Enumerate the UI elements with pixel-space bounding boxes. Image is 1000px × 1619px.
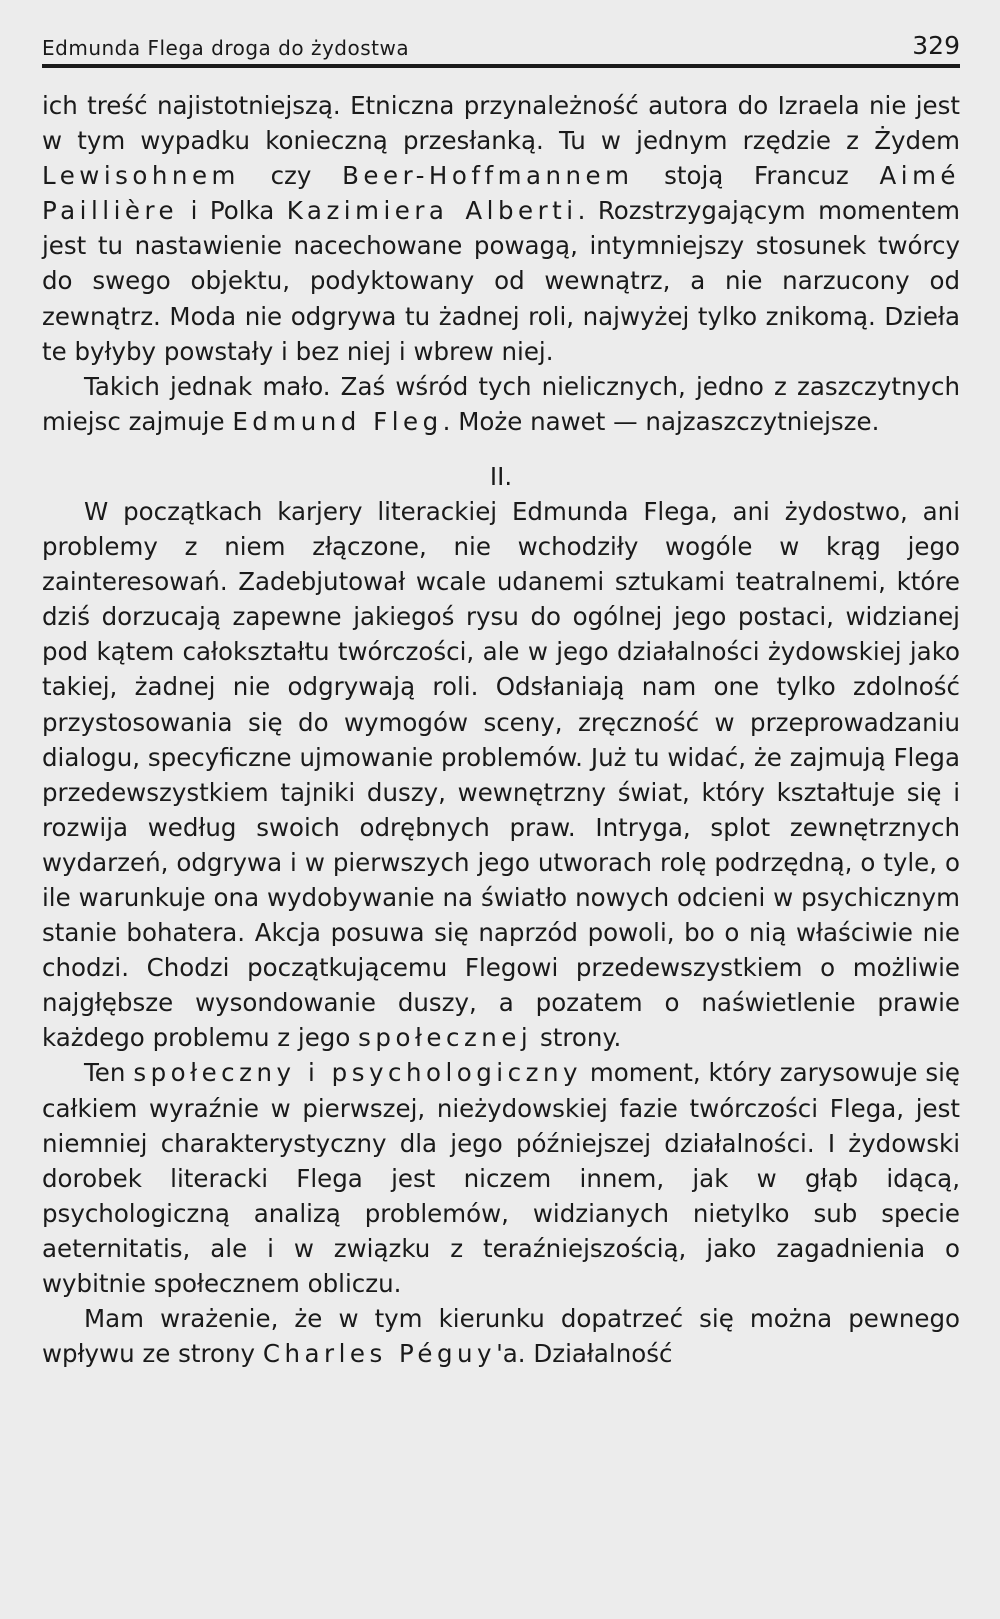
text-run: . Może nawet — najzaszczytniejsze. — [442, 406, 880, 436]
spaced-emphasis: społeczny i psychologiczny — [133, 1058, 582, 1088]
page-header — [42, 28, 960, 60]
spaced-name: Charles Péguy — [262, 1339, 497, 1369]
running-title: Edmunda Flega droga do żydostwa — [42, 36, 410, 60]
spaced-name: Lewisohnem — [42, 161, 240, 191]
text-run: stoją Francuz — [633, 161, 880, 191]
text-run: Mam wrażenie, że w tym kierunku dopatrzeć się można pewnego wpływu ze strony — [42, 1304, 960, 1369]
spaced-name: Aimé Paillière — [42, 161, 961, 226]
text-run: moment, który zarysowuje się całkiem wyraźnie w pierwszej, nieżydowskiej fazie twórczości Flega, jest niemniej charakterystyczny dla jego późniejszej działalności. I żydowski dorobek literacki Flega jest niczem innem, jak w głąb idącą, psychologiczną analizą problemów, widzianych nietylko sub specie aeternitatis, ale i w związku z teraźniejszością, jako zagadnienia o wybitnie społecznem obliczu. — [42, 1058, 960, 1298]
paragraph-1 — [42, 88, 960, 369]
paragraph-3 — [42, 494, 960, 1056]
spaced-emphasis: społecznej — [358, 1023, 533, 1053]
paragraph-5 — [42, 1301, 960, 1371]
text-run: i Polka — [178, 196, 287, 226]
text-run: ich treść najistotniejszą. Etniczna przynależność autora do Izraela nie jest w tym wypadku konieczną przesłanką. Tu w jednym rzędzie z Żydem — [42, 91, 960, 156]
section-heading: II. — [489, 461, 513, 491]
body-text — [42, 88, 960, 1371]
spaced-name: Kazimiera Alberti — [286, 196, 578, 226]
paragraph-2 — [42, 369, 960, 439]
spaced-name: Beer-Hoffmannem — [342, 161, 634, 191]
text-run: Ten — [84, 1058, 134, 1088]
text-run: strony. — [532, 1023, 622, 1053]
text-run: W początkach karjery literackiej Edmunda Flega, ani żydostwo, ani problemy z niem złączone, nie wchodziły wogóle w krąg jego zainteresowań. Zadebjutował wcale udanemi sztukami teatralnemi, które dziś dorzucają zapewne jakiegoś rysu do ogólnej jego postaci, widzianej pod kątem całokształtu twórczości, ale w jego działalności żydowskiej jako takiej, żadnej nie odgrywają roli. Odsłaniają nam one tylko zdolność przystosowania się do wymogów sceny, zręczność w przeprowadzaniu dialogu, specyficzne ujmowanie problemów. Już tu widać, że zajmują Flega przedewszystkiem tajniki duszy, wewnętrzny świat, który kształtuje się i rozwija według swoich odrębnych praw. Intryga, splot zewnętrznych wydarzeń, odgrywa i w pierwszych jego utworach rolę podrzędną, o tyle, o ile warunkuje ona wydobywanie na światło nowych odcieni w psychicznym stanie bohatera. Akcja posuwa się naprzód powoli, bo o nią właściwie nie chodzi. Chodzi początkującemu Flegowi przedewszystkiem o możliwie najgłębsze wysondowanie duszy, a pozatem o naświetlenie prawie każdego problemu z jego — [42, 496, 960, 1053]
page-number: 329 — [912, 31, 960, 60]
header-rule — [42, 64, 960, 68]
text-run: 'a. Działalność — [496, 1339, 673, 1369]
spaced-name: Edmund Fleg — [232, 406, 443, 436]
text-run: czy — [239, 161, 343, 191]
paragraph-4 — [42, 1055, 960, 1301]
text-run: . Rozstrzygającym momentem jest tu nastawienie nacechowane powagą, intymniejszy stosunek twórcy do swego objektu, podyktowany od wewnątrz, a nie narzucony od zewnątrz. Moda nie odgrywa tu żadnej roli, najwyżej tylko znikomą. Dzieła te byłyby powstały i bez niej i wbrew niej. — [42, 196, 960, 366]
text-run: Takich jednak mało. Zaś wśród tych nielicznych, jedno z zaszczytnych miejsc zajmuje — [42, 371, 960, 436]
